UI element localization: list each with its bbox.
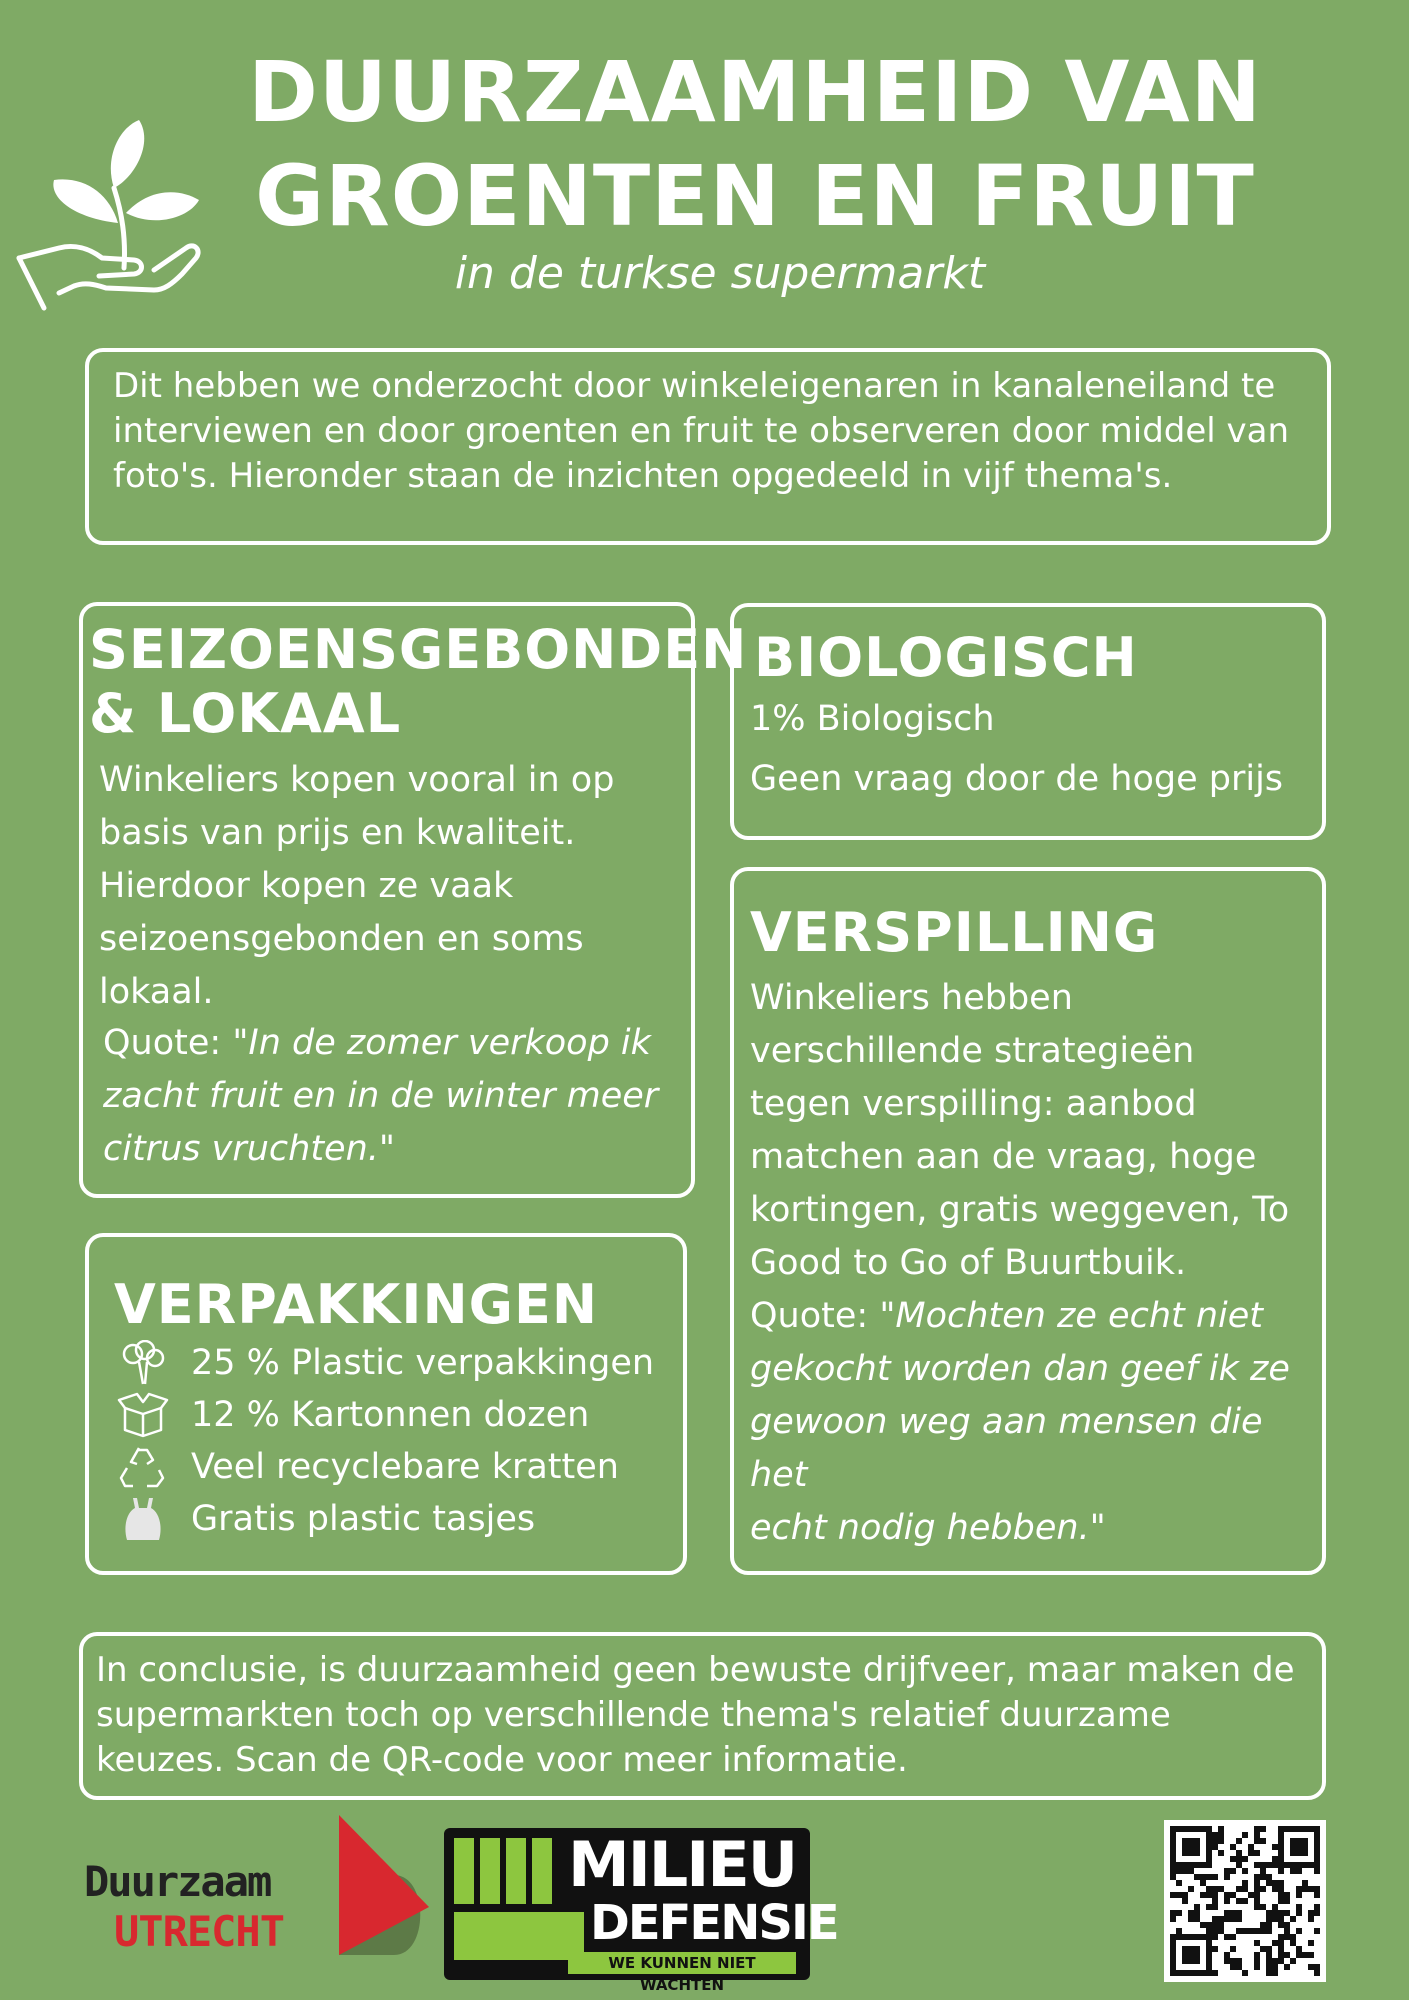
bio-card	[730, 603, 1326, 840]
intro-text: Dit hebben we onderzocht door winkeleigenaren in kanaleneiland te interviewen en door groenten en fruit te observeren door middel van foto's. Hieronder staan de inzichten opgedeeld in vijf thema's.	[113, 366, 1290, 496]
verpak-title: VERPAKKINGEN	[114, 1273, 599, 1336]
list-item: 25 % Plastic verpakkingen	[117, 1337, 654, 1389]
intro-box	[85, 348, 1331, 545]
list-item: Gratis plastic tasjes	[117, 1493, 654, 1545]
milieudefensie-logo: MILIEU DEFENSIE WE KUNNEN NIET WACHTEN	[444, 1828, 810, 1980]
conclusion-text: In conclusie, is duurzaamheid geen bewuste drijfveer, maar maken de supermarkten toch op verschillende thema's relatief duurzame keuzes. Scan de QR-code voor meer informatie.	[96, 1650, 1295, 1780]
verpak-list	[117, 1337, 654, 1545]
conclusion-box	[79, 1632, 1326, 1800]
box-icon	[117, 1392, 169, 1438]
recycle-icon	[117, 1444, 169, 1490]
duurzaam-utrecht-logo: Duurzaam UTRECHT	[84, 1815, 434, 1955]
plant-in-hand-icon	[14, 118, 204, 314]
bio-line-1: 1% Biologisch	[750, 699, 995, 739]
bio-line-2: Geen vraag door de hoge prijs	[750, 759, 1284, 799]
seizoen-quote: Quote: "In de zomer verkoop ik zacht fruit en in de winter meer citrus vruchten."	[103, 1023, 659, 1169]
broccoli-icon	[117, 1340, 169, 1386]
bio-title: BIOLOGISCH	[754, 626, 1138, 689]
qr-code-icon[interactable]	[1164, 1820, 1326, 1982]
seizoen-title: SEIZOENSGEBONDEN & LOKAAL	[89, 618, 748, 745]
page-subtitle: in de turkse supermarkt	[454, 248, 986, 299]
seizoen-card	[79, 602, 748, 1198]
versp-card	[730, 867, 1326, 1575]
page-title: DUURZAAMHEID VAN GROENTEN EN FRUIT	[248, 43, 1262, 245]
seizoen-body: Winkeliers kopen vooral in op basis van prijs en kwaliteit. Hierdoor kopen ze vaak seizoensgebonden en soms lokaal.	[99, 760, 615, 1012]
versp-body: Winkeliers hebben verschillende strategieën tegen verspilling: aanbod matchen aan de vraag, hoge kortingen, gratis weggeven, To Good to Go of Buurtbuik. Quote: "Mochten ze echt niet gekocht worden dan geef ik ze gewoon weg aan mensen die het echt nodig hebben."	[750, 978, 1290, 1548]
plastic-bag-icon	[117, 1496, 169, 1542]
verpak-card	[85, 1233, 687, 1575]
list-item: Veel recyclebare kratten	[117, 1441, 654, 1493]
versp-title: VERSPILLING	[750, 901, 1159, 964]
list-item: 12 % Kartonnen dozen	[117, 1389, 654, 1441]
